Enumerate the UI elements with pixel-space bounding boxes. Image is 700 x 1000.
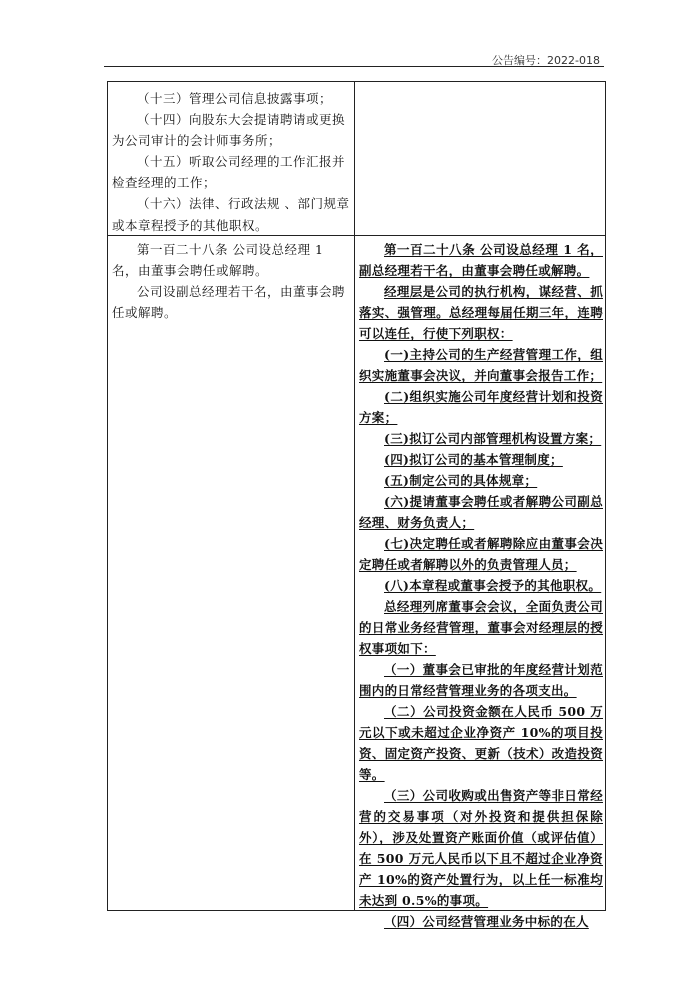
revised-article: (八)本章程或董事会授予的其他职权。 bbox=[384, 578, 602, 593]
original-article: 公司设副总经理若干名，由董事会聘任或解聘。 bbox=[112, 284, 346, 320]
row2-left-cell bbox=[112, 239, 350, 323]
clause-paragraph: （十四）向股东大会提请聘请或更换为公司审计的会计师事务所； bbox=[112, 112, 346, 148]
revised-article: （一）董事会已审批的年度经营计划范围内的日常经营管理业务的各项支出。 bbox=[359, 662, 603, 698]
revised-article: (七)决定聘任或者解聘除应由董事会决定聘任或者解聘以外的负责管理人员； bbox=[359, 536, 603, 572]
original-article: 第一百二十八条 公司设总经理 1 名，由董事会聘任或解聘。 bbox=[112, 242, 324, 278]
revised-article: (五)制定公司的具体规章； bbox=[384, 473, 538, 488]
revised-article: (一)主持公司的生产经营管理工作，组织实施董事会决议，并向董事会报告工作； bbox=[359, 347, 603, 383]
revised-article: （二）公司投资金额在人民币 500 万元以下或未超过企业净资产 10%的项目投资、固定资产投资、更新（技术）改造投资等。 bbox=[359, 704, 603, 782]
revised-article: 总经理列席董事会会议，全面负责公司的日常业务经营管理，董事会对经理层的授权事项如下： bbox=[359, 599, 603, 656]
header-divider bbox=[104, 66, 604, 67]
revised-article: (六)提请董事会聘任或者解聘公司副总经理、财务负责人； bbox=[359, 494, 603, 530]
revised-article: （三）公司收购或出售资产等非日常经营的交易事项（对外投资和提供担保除外），涉及处置资产账面价值（或评估值）在 500 万元人民币以下且不超过企业净资产 10%的资产处置行为，以上任一标准均未达到 0.5%的事项。 bbox=[359, 788, 603, 908]
row1-left-cell bbox=[112, 88, 350, 237]
row2-right-cell bbox=[359, 239, 603, 932]
revised-article: 第一百二十八条 公司设总经理 1 名，副总经理若干名，由董事会聘任或解聘。 bbox=[359, 242, 603, 278]
clause-paragraph: （十六）法律、行政法规 、部门规章或本章程授予的其他职权。 bbox=[112, 196, 350, 233]
revised-article: (四)拟订公司的基本管理制度； bbox=[384, 452, 563, 467]
announcement-number: 公告编号：2022-018 bbox=[492, 54, 600, 67]
comparison-table bbox=[107, 81, 606, 929]
revised-article: （四）公司经营管理业务中标的在人 bbox=[384, 914, 589, 929]
revised-article: (三)拟订公司内部管理机构设置方案； bbox=[384, 431, 602, 446]
revised-article: 经理层是公司的执行机构，谋经营、抓落实、强管理。总经理每届任期三年，连聘可以连任，行使下列职权： bbox=[359, 284, 603, 341]
column-divider bbox=[354, 82, 355, 910]
clause-paragraph: （十三）管理公司信息披露事项； bbox=[137, 91, 333, 106]
revised-article: (二)组织实施公司年度经营计划和投资方案； bbox=[359, 389, 603, 425]
clause-paragraph: （十五）听取公司经理的工作汇报并检查经理的工作； bbox=[112, 154, 346, 190]
